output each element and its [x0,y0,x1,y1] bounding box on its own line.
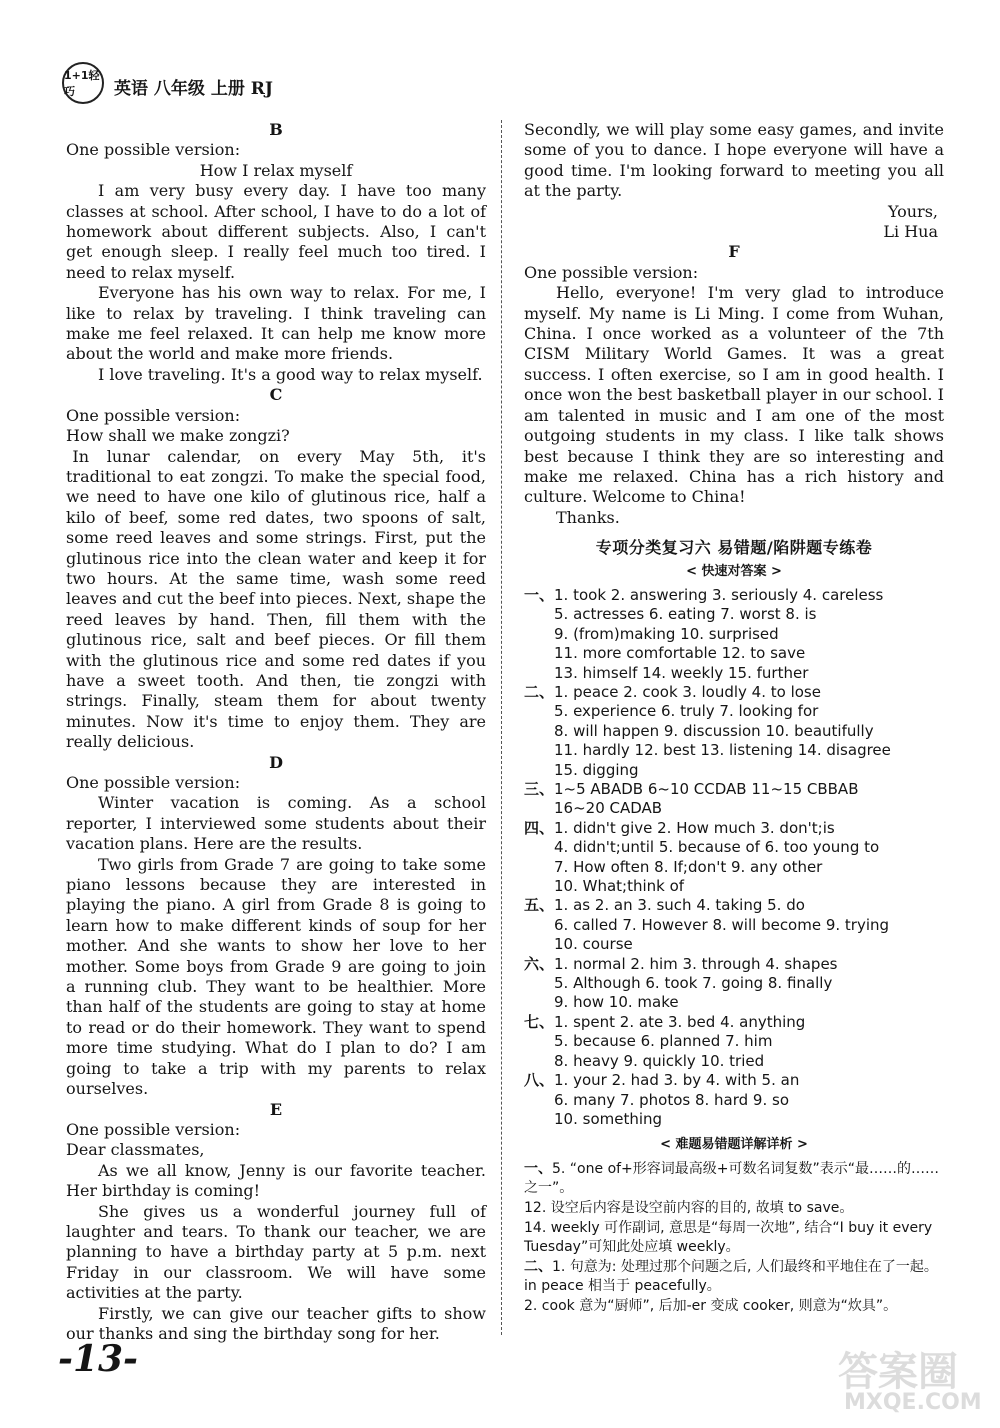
group-number: 六、 [524,954,555,973]
special-section-title: 专项分类复习六 易错题/陷阱题专练卷 [595,538,873,558]
answer-group [524,955,944,1013]
paragraph: Two girls from Grade 7 are going to take some piano lessons because they are interested in playing the piano. A girl from Grade 8 is going to learn how to make different kinds of soup for her mother. And she wants to show her love to her mother. Some boys from Grade 9 are going to join a running club. They want to be healthier. More than half of the students are going to stay at home to read or do their homework. They want to spend more time studying. What do I plan to do? I am going to take a trip with my parents to relax ourselves. [66,854,486,1099]
watermark-url: MXQE.COM [844,1390,982,1415]
intro-b: One possible version: [66,140,241,160]
section-heading-f: F [728,242,740,262]
paragraph: She gives us a wonderful journey full of laughter and tears. To thank our teacher, we are planning to have a birthday party at 5 p.m. next Friday in our classroom. We will have some activities at the party. [66,1201,486,1303]
answer-line: 五、1. as 2. an 3. such 4. taking 5. do [524,896,805,915]
answer-group [524,586,944,683]
answer-group [524,819,944,897]
answer-line: 16~20 CADAB [554,799,663,818]
intro-c: One possible version: [66,405,241,425]
answer-line: 11. hardly 12. best 13. listening 14. disagree [554,741,891,760]
section-heading-d: D [269,752,283,772]
group-number: 二、 [524,682,555,701]
note-line: 一、5. “one of+形容词最高级+可数名词复数”表示“最……的……之一”。 [524,1160,940,1197]
answer-group [524,780,944,819]
intro-f: One possible version: [524,262,699,282]
paragraph: As we all know, Jenny is our favorite teacher. Her birthday is coming! [66,1160,486,1201]
answer-line: 七、1. spent 2. ate 3. bed 4. anything [524,1012,806,1031]
paragraph: Firstly, we can give our teacher gifts to show our thanks and sing the birthday song for her. [66,1303,486,1343]
note-line: 二、1. 句意为: 处理过那个问题之后, 人们最终和平地住在了一起。in peace 相当于 peacefully。 [524,1258,938,1295]
answer-line: 三、1~5 ABADB 6~10 CCDAB 11~15 CBBAB [524,780,859,798]
essay-title-c: How shall we make zongzi? [66,426,290,446]
paragraph: Winter vacation is coming. As a school reporter, I interviewed some students about their vacation plans. Here are the results. [66,793,486,854]
answer-group [524,896,944,954]
paragraph: In lunar calendar, on every May 5th, it's traditional to eat zongzi. To make the special food, we need to have one kilo of glutinous rice, half a kilo of beef, some red dates, two spoons of salt, some reed leaves and some strings. First, put the glutinous rice into the clean water and keep it for two hours. At the same time, wash some reed leaves and cut the beef into pieces. Next, shape the reed leaves by hand. Then, fill them with the glutinous rice, salt and beef pieces. Or fill them with the glutinous rice and some red dates if you have a sweet tooth. And then, tie zongzi with strings. Finally, steam them for about twenty minutes. Now it's time to enjoy them. They are really delicious. [66,446,486,752]
group-number: 一、 [524,1160,552,1177]
answer-group [524,1071,944,1129]
group-number: 二、 [524,1258,552,1275]
book-title: 英语 八年级 上册 RJ [114,79,273,99]
letter-greeting: Dear classmates, [66,1140,205,1160]
left-column [66,120,486,1344]
group-number: 七、 [524,1012,555,1031]
answer-key [524,586,944,1129]
page-number: -13- [58,1338,138,1380]
answer-line: 一、1. took 2. answering 3. seriously 4. careless [524,585,884,604]
answer-line: 四、1. didn't give 2. How much 3. don't;is [524,818,835,837]
answer-line: 6. many 7. photos 8. hard 9. so [554,1090,790,1109]
analysis-title: < 难题易错题详解详析 > [660,1137,808,1153]
answer-line: 10. What;think of [554,877,685,896]
intro-e: One possible version: [66,1119,241,1139]
answer-line: 5. experience 6. truly 7. looking for [554,702,819,721]
right-column [524,120,944,1316]
group-number: 四、 [524,818,555,837]
watermark-logo [838,1340,988,1420]
note-line: 2. cook 意为“厨师”, 后加-er 变成 cooker, 则意为“炊具”。 [524,1297,898,1314]
answer-line: 10. course [554,935,633,954]
quick-answers-title: < 快速对答案 > [686,563,782,579]
paragraph: Hello, everyone! I'm very glad to introduce myself. My name is Li Ming. I come from Wuhan, China. I once worked as a volunteer of the 7th CISM Military World Games. It was a great success. I often exercise, so I am in good health. I once won the best basketball player in our school. I am talented in music and I am one of the most outgoing students in my class. I like talk shows best because I think they are so interesting and make me relaxed. China has a rich history and culture. Welcome to China! [524,283,944,507]
intro-d: One possible version: [66,773,241,792]
answer-line: 15. digging [554,760,639,779]
paragraph: I am very busy every day. I have too many classes at school. After school, I have to do a lot of homework about different subjects. Also, I can't get enough sleep. I really feel much too tired. I need to relax myself. [66,181,486,282]
watermark-text: 答案圈 [838,1349,958,1395]
answer-line: 6. called 7. However 8. will become 9. trying [554,915,890,934]
paragraph: Everyone has his own way to relax. For me, I like to relax by traveling. I think traveling can make me feel relaxed. It can help me know more about the world and make more friends. [66,283,486,364]
section-heading-e: E [269,1099,283,1119]
answer-line: 5. because 6. planned 7. him [554,1032,773,1051]
answer-line: 5. Although 6. took 7. going 8. finally [554,974,833,993]
answer-line: 13. himself 14. weekly 15. further [554,663,809,682]
answer-line: 7. How often 8. If;don't 9. any other [554,857,823,876]
section-heading-b: B [269,120,283,139]
analysis-notes [524,1160,944,1317]
page-header [62,62,362,108]
group-number: 一、 [524,585,555,604]
group-number: 三、 [524,780,555,798]
answer-line: 11. more comfortable 12. to save [554,644,806,663]
note-line: 14. weekly 可作副词, 意思是“每周一次地”, 结合“I buy it every Tuesday”可知此处应填 weekly。 [524,1219,933,1256]
answer-line: 10. something [554,1109,663,1128]
answer-line: 5. actresses 6. eating 7. worst 8. is [554,605,817,624]
answer-line: 二、1. peace 2. cook 3. loudly 4. to lose [524,682,821,701]
answer-line: 六、1. normal 2. him 3. through 4. shapes [524,954,838,973]
paragraph: I love traveling. It's a good way to relax myself. [98,364,483,384]
group-number: 八、 [524,1071,555,1090]
column-divider [501,120,503,1335]
paragraph: Secondly, we will play some easy games, and invite some of you to dance. I hope everyone will have a good time. I'm looking forward to meeting you all at the party. [524,120,944,201]
answer-line: 9. (from)making 10. surprised [554,624,779,643]
answer-line: 八、1. your 2. had 3. by 4. with 5. an [524,1071,800,1090]
answer-line: 9. how 10. make [554,993,679,1012]
note-line: 12. 设空后内容是设空前内容的目的, 故填 to save。 [524,1199,854,1216]
paragraph: Thanks. [556,507,620,527]
letter-signature: Li Hua [883,222,938,242]
brand-logo-icon: 1+1轻巧 [62,62,104,104]
answer-group [524,683,944,780]
essay-title-b: How I relax myself [199,160,353,180]
answer-line: 8. heavy 9. quickly 10. tried [554,1051,765,1070]
answer-line: 4. didn't;until 5. because of 6. too young to [554,838,880,857]
answer-group [524,1013,944,1071]
section-heading-c: C [269,385,283,405]
group-number: 五、 [524,896,555,915]
answer-line: 8. will happen 9. discussion 10. beautifully [554,721,874,740]
letter-closing: Yours, [887,201,938,221]
